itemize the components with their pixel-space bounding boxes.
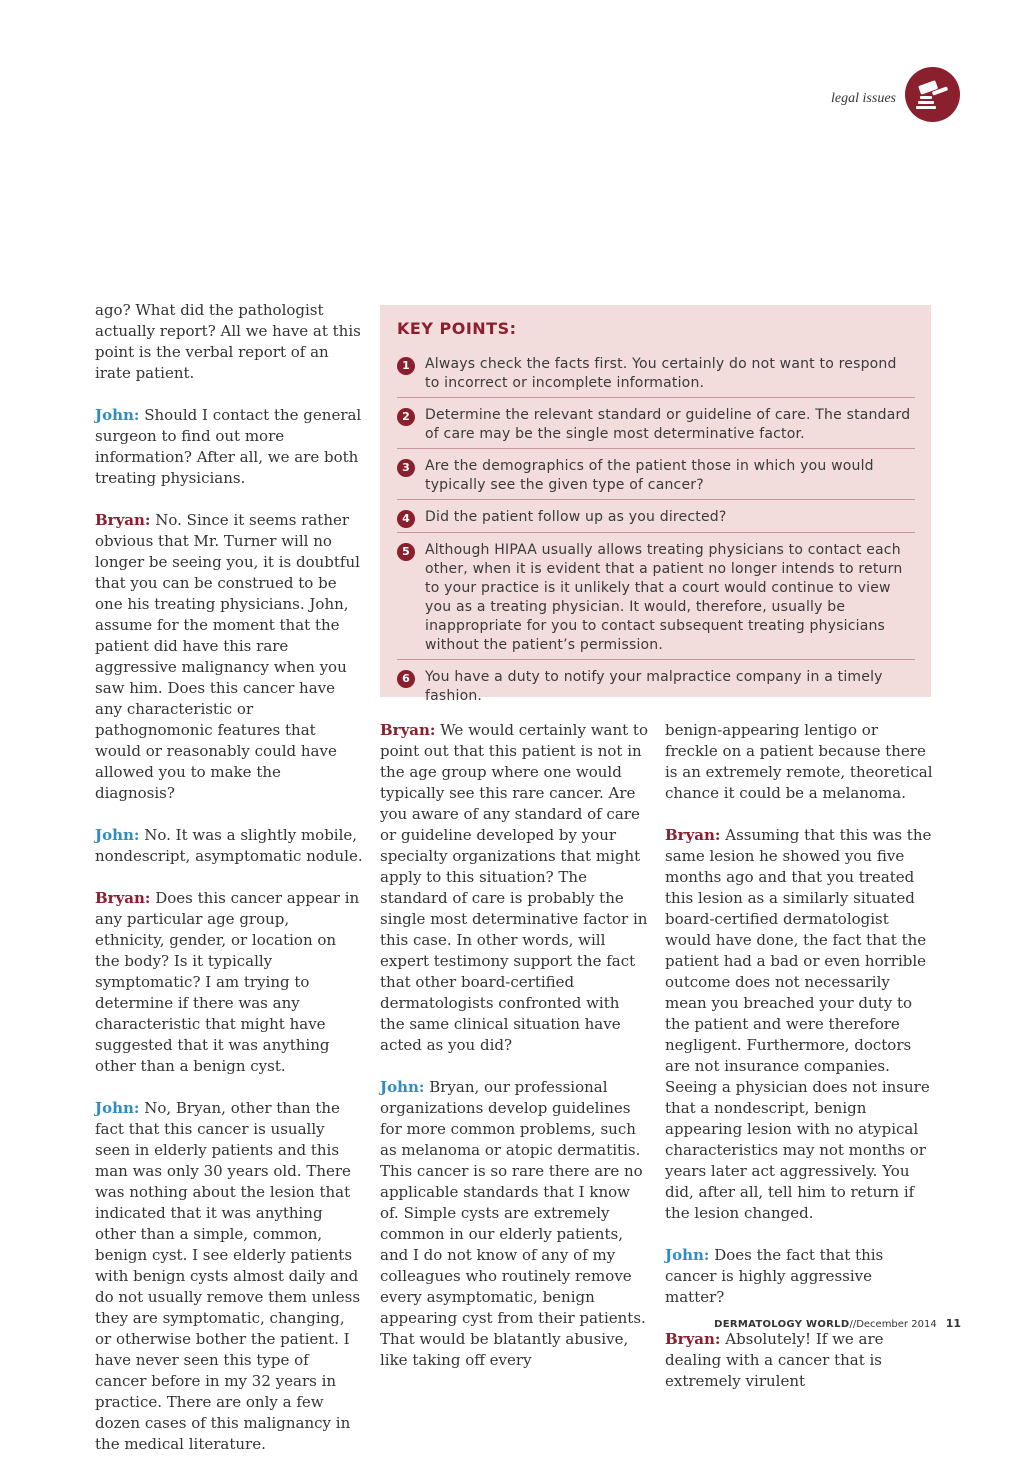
key-point-text: Did the patient follow up as you directed? bbox=[425, 509, 727, 525]
speaker-label: John: bbox=[95, 406, 140, 424]
key-point-number: 6 bbox=[397, 670, 415, 688]
paragraph bbox=[95, 300, 363, 384]
paragraph-text: No. It was a slightly mobile, nondescript, asymptomatic nodule. bbox=[95, 826, 363, 865]
key-point-text: You have a duty to notify your malpractice company in a timely fashion. bbox=[425, 669, 883, 704]
paragraph-text: We would certainly want to point out that this patient is not in the age group where one would typically see this rare cancer. Are you aware of any standard of care or guideline developed by your specialty organizations that might apply to this situation? The standard of care is probably the single most determinative factor in this case. In other words, will expert testimony support the fact that other board-certified dermatologists confronted with the same clinical situation have acted as you did? bbox=[380, 721, 648, 1054]
speaker-label: Bryan: bbox=[380, 721, 436, 739]
paragraph-text: Absolutely! If we are dealing with a cancer that is extremely virulent bbox=[665, 1330, 884, 1390]
paragraph-text: Does this cancer appear in any particular age group, ethnicity, gender, or location on the body? Is it typically symptomatic? I am trying to determine if there was any characteristic that might have suggested that it was anything other than a benign cyst. bbox=[95, 889, 360, 1075]
speaker-label: John: bbox=[95, 826, 140, 844]
speaker-label: Bryan: bbox=[665, 826, 721, 844]
paragraph bbox=[95, 825, 363, 867]
key-point-number: 3 bbox=[397, 459, 415, 477]
speaker-label: John: bbox=[95, 1099, 140, 1117]
speaker-label: Bryan: bbox=[95, 511, 151, 529]
key-point-text: Are the demographics of the patient those in which you would typically see the given type of cancer? bbox=[425, 458, 874, 493]
key-point-item bbox=[397, 355, 915, 398]
key-point-item bbox=[397, 668, 915, 710]
gavel-icon bbox=[905, 67, 960, 122]
section-label: legal issues bbox=[831, 91, 896, 106]
paragraph-text: No, Bryan, other than the fact that this cancer is usually seen in elderly patients and this man was only 30 years old. There was nothing about the lesion that indicated that it was anything other than a simple, common, benign cyst. I see elderly patients with benign cysts almost daily and do not usually remove them unless they are symptomatic, changing, or otherwise bother the patient. I have never seen this type of cancer before in my 32 years in practice. There are only a few dozen cases of this malignancy in the medical literature. bbox=[95, 1099, 361, 1453]
key-points-list bbox=[397, 355, 915, 710]
key-point-item bbox=[397, 457, 915, 500]
article-column-2 bbox=[380, 720, 648, 1392]
paragraph bbox=[95, 405, 363, 489]
paragraph-text: Does the fact that this cancer is highly aggressive matter? bbox=[665, 1246, 884, 1306]
page-footer bbox=[714, 1317, 961, 1330]
paragraph bbox=[665, 1329, 933, 1392]
paragraph-text: Bryan, our professional organizations develop guidelines for more common problems, such as melanoma or atopic dermatitis. This cancer is so rare there are no applicable standards that I know of. Simple cysts are extremely common in our elderly patients, and I do not know of any of my colleagues who routinely remove every asymptomatic, benign appearing cyst from their patients. That would be blatantly abusive, like taking off every bbox=[380, 1078, 646, 1369]
key-point-number: 5 bbox=[397, 543, 415, 561]
issue-date: //December 2014 bbox=[849, 1319, 937, 1330]
paragraph bbox=[95, 888, 363, 1077]
paragraph-text: benign-appearing lentigo or freckle on a patient because there is an extremely remote, theoretical chance it could be a melanoma. bbox=[665, 721, 933, 802]
key-point-number: 2 bbox=[397, 408, 415, 426]
key-points-box bbox=[380, 305, 931, 704]
key-point-text: Although HIPAA usually allows treating physicians to contact each other, when it is evident that a patient no longer intends to return to your practice is it unlikely that a court would continue to view you as a treating physician. It would, therefore, usually be inappropriate for you to contact subsequent treating physicians without the patient’s permission. bbox=[425, 542, 903, 653]
paragraph bbox=[380, 720, 648, 1056]
paragraph-text: ago? What did the pathologist actually report? All we have at this point is the verbal report of an irate patient. bbox=[95, 301, 361, 382]
magazine-name: DERMATOLOGY WORLD bbox=[714, 1319, 850, 1330]
key-point-number: 4 bbox=[397, 510, 415, 528]
article-column-3 bbox=[665, 720, 933, 1413]
key-points-title: KEY POINTS: bbox=[397, 319, 517, 338]
key-point-text: Always check the facts first. You certainly do not want to respond to incorrect or incomplete information. bbox=[425, 356, 897, 391]
key-point-text: Determine the relevant standard or guideline of care. The standard of care may be the single most determinative factor. bbox=[425, 407, 911, 442]
paragraph bbox=[95, 1098, 363, 1455]
paragraph bbox=[95, 510, 363, 804]
key-point-item bbox=[397, 406, 915, 449]
paragraph bbox=[380, 1077, 648, 1371]
speaker-label: John: bbox=[380, 1078, 425, 1096]
speaker-label: Bryan: bbox=[95, 889, 151, 907]
key-point-number: 1 bbox=[397, 357, 415, 375]
paragraph bbox=[665, 825, 933, 1224]
page-number: 11 bbox=[945, 1317, 961, 1330]
speaker-label: John: bbox=[665, 1246, 710, 1264]
paragraph-text: Should I contact the general surgeon to find out more information? After all, we are both treating physicians. bbox=[95, 406, 362, 487]
key-point-item bbox=[397, 541, 915, 660]
paragraph bbox=[665, 1245, 933, 1308]
article-column-1 bbox=[95, 300, 363, 1476]
paragraph bbox=[665, 720, 933, 804]
paragraph-text: No. Since it seems rather obvious that Mr. Turner will no longer be seeing you, it is doubtful that you can be construed to be one his treating physicians. John, assume for the moment that the patient did have this rare aggressive malignancy when you saw him. Does this cancer have any characteristic or pathognomonic features that would or reasonably could have allowed you to make the diagnosis? bbox=[95, 511, 360, 802]
paragraph-text: Assuming that this was the same lesion he showed you five months ago and that you treated this lesion as a similarly situated board-certified dermatologist would have done, the fact that the patient had a bad or even horrible outcome does not necessarily mean you breached your duty to the patient and were therefore negligent. Furthermore, doctors are not insurance companies. Seeing a physician does not insure that a nondescript, benign appearing lesion with no atypical characteristics may not months or years later act aggressively. You did, after all, tell him to return if the lesion changed. bbox=[665, 826, 932, 1222]
speaker-label: Bryan: bbox=[665, 1330, 721, 1348]
key-point-item bbox=[397, 508, 915, 533]
